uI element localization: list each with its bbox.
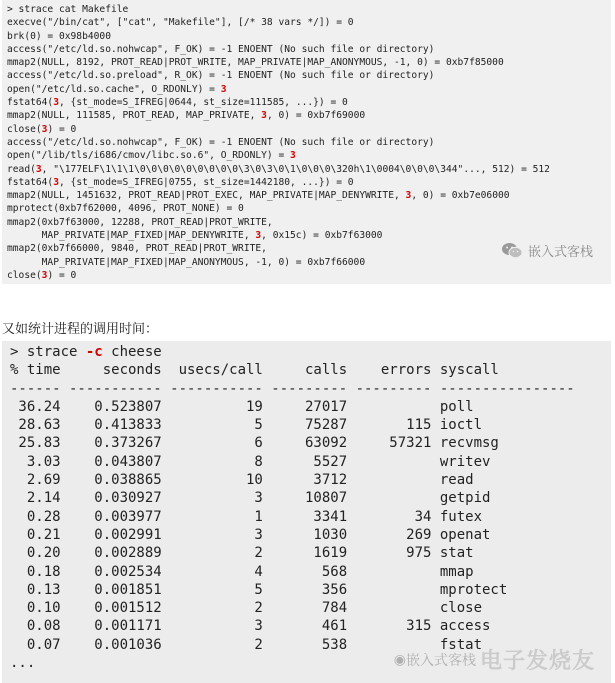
section-caption: 又如统计进程的调用时间： (2, 322, 159, 337)
output-text: mmap2(NULL, 8192, PROT_READ|PROT_WRITE, MAP_PRIVATE|MAP_ANONYMOUS, -1, 0) = 0xb7f85000 (7, 57, 504, 69)
watermark (501, 241, 593, 260)
fd-highlight: 3 (53, 176, 59, 188)
table-row: 2.14 0.030927 3 10807 getpid (10, 490, 491, 507)
output-line (7, 109, 611, 122)
output-text: > strace cat Makefile (7, 4, 129, 15)
fd-highlight: 3 (41, 123, 48, 135)
output-line (7, 149, 611, 162)
fd-highlight: 3 (41, 269, 48, 281)
table-row: 0.28 0.003977 1 3341 34 futex (10, 508, 483, 525)
table-row: 0.20 0.002889 2 1619 975 stat (10, 545, 474, 562)
table-row: 3.03 0.043807 8 5527 writev (10, 453, 491, 470)
output-text: brk(0) = 0x98b4000 (7, 30, 111, 42)
output-text: , {st_mode=S_IFREG|0755, st_size=1442180, ...}) = 0 (59, 176, 354, 188)
output-text: mmap2(NULL, 1451632, PROT_READ|PROT_EXEC, MAP_PRIVATE|MAP_DENYWRITE, (7, 190, 406, 202)
output-text: > strace (10, 344, 86, 360)
output-text: mmap2(0xb7f63000, 12288, PROT_READ|PROT_WRITE, (7, 216, 273, 228)
output-text: , {st_mode=S_IFREG|0644, st_size=111585, ...}) = 0 (59, 97, 348, 109)
output-text: MAP_PRIVATE|MAP_FIXED|MAP_ANONYMOUS, -1, 0) = 0xb7f66000 (7, 256, 366, 268)
output-text: , 0x15c) = 0xb7f63000 (261, 230, 383, 242)
output-text: open("/etc/ld.so.cache", O_RDONLY) = (7, 83, 221, 95)
table-row: 0.10 0.001512 2 784 close (10, 600, 483, 617)
output-text: close( (7, 269, 42, 281)
output-text: access("/etc/ld.so.preload", R_OK) = -1 ENOENT (No such file or directory) (7, 70, 435, 82)
table-separator: ------ ----------- ----------- --------- --------- ---------------- (10, 380, 575, 397)
output-text: , 0) = 0xb7f69000 (266, 110, 366, 122)
output-text: mmap2(0xb7f66000, 9840, PROT_READ|PROT_WRITE, (7, 243, 267, 255)
output-line (7, 163, 611, 176)
output-line (7, 43, 611, 56)
wechat-icon (501, 242, 523, 259)
fd-highlight: 3 (405, 190, 412, 202)
output-line (7, 56, 611, 69)
output-text: , 0) = 0xb7e06000 (411, 190, 510, 202)
output-text: MAP_PRIVATE|MAP_FIXED|MAP_DENYWRITE, (7, 230, 256, 242)
output-text: access("/etc/ld.so.nohwcap", F_OK) = -1 ENOENT (No such file or directory) (7, 136, 435, 148)
table-row: 25.83 0.373267 6 63092 57321 recvmsg (10, 435, 499, 452)
table-row: 36.24 0.523807 19 27017 poll (10, 398, 474, 415)
output-text: close( (7, 123, 42, 135)
output-line (7, 269, 611, 282)
fd-highlight: -c (85, 344, 103, 360)
output-text: , "\177ELF\1\1\1\0\0\0\0\0\0\0\0\0\3\0\3\0\1\0\0\0\320h\1\0004\0\0\0\344"..., 512) = 512 (41, 163, 550, 175)
output-line (7, 123, 611, 136)
output-line (7, 216, 611, 229)
output-line (7, 3, 611, 16)
watermark-2 (394, 644, 595, 675)
output-text: read( (7, 163, 36, 175)
table-row: 0.08 0.001171 3 461 315 access (10, 618, 491, 635)
strace-output-terminal (2, 0, 611, 284)
output-line (7, 96, 611, 109)
fd-highlight: 3 (53, 97, 59, 109)
syscall-table-rows (10, 398, 611, 654)
output-text: access("/etc/ld.so.nohwcap", F_OK) = -1 ENOENT (No such file or directory) (7, 43, 435, 55)
watermark-text: 嵌入式客栈 (527, 245, 593, 260)
fd-highlight: 3 (261, 110, 267, 122)
watermark-text-2: 嵌入式客栈 (405, 652, 476, 669)
output-line (7, 83, 611, 96)
output-text: fstat64( (7, 97, 54, 109)
fd-highlight: 3 (220, 83, 227, 95)
strace-summary-terminal (2, 341, 611, 683)
output-text: cheese (102, 344, 162, 360)
table-row: 2.69 0.038865 10 3712 read (10, 472, 474, 489)
output-line (7, 202, 611, 215)
output-text: fstat64( (7, 176, 54, 188)
fd-highlight: 3 (255, 230, 262, 242)
output-line (7, 136, 611, 149)
output-text: ) = 0 (47, 269, 77, 281)
table-row: 28.63 0.413833 5 75287 115 ioctl (10, 417, 483, 434)
output-line (7, 189, 611, 202)
site-logo: 电子发烧友 (479, 649, 595, 674)
output-line (7, 30, 611, 43)
table-row: 0.21 0.002991 3 1030 269 openat (10, 526, 491, 543)
output-line (7, 69, 611, 82)
output-text: mmap2(NULL, 111585, PROT_READ, MAP_PRIVATE, (7, 110, 262, 122)
table-header: % time seconds usecs/call calls errors syscall (10, 362, 499, 379)
ellipsis: ... (10, 655, 36, 672)
fd-highlight: 3 (35, 163, 42, 175)
command-line (10, 343, 611, 361)
table-row: 0.13 0.001851 5 356 mprotect (10, 581, 508, 598)
table-row: 0.07 0.001036 2 538 fstat (10, 636, 483, 653)
output-text: execve("/bin/cat", ["cat", "Makefile"], [/* 38 vars */]) = 0 (7, 17, 354, 29)
output-line (7, 16, 611, 29)
output-text: mprotect(0xb7f62000, 4096, PROT_NONE) = 0 (7, 203, 244, 215)
wechat-icon: ◉ (393, 651, 406, 668)
table-row: 0.18 0.002534 4 568 mmap (10, 563, 474, 580)
output-line (7, 176, 611, 189)
output-text: open("/lib/tls/i686/cmov/libc.so.6", O_RDONLY) = (7, 150, 291, 162)
output-text: ) = 0 (47, 123, 77, 135)
fd-highlight: 3 (290, 150, 296, 162)
